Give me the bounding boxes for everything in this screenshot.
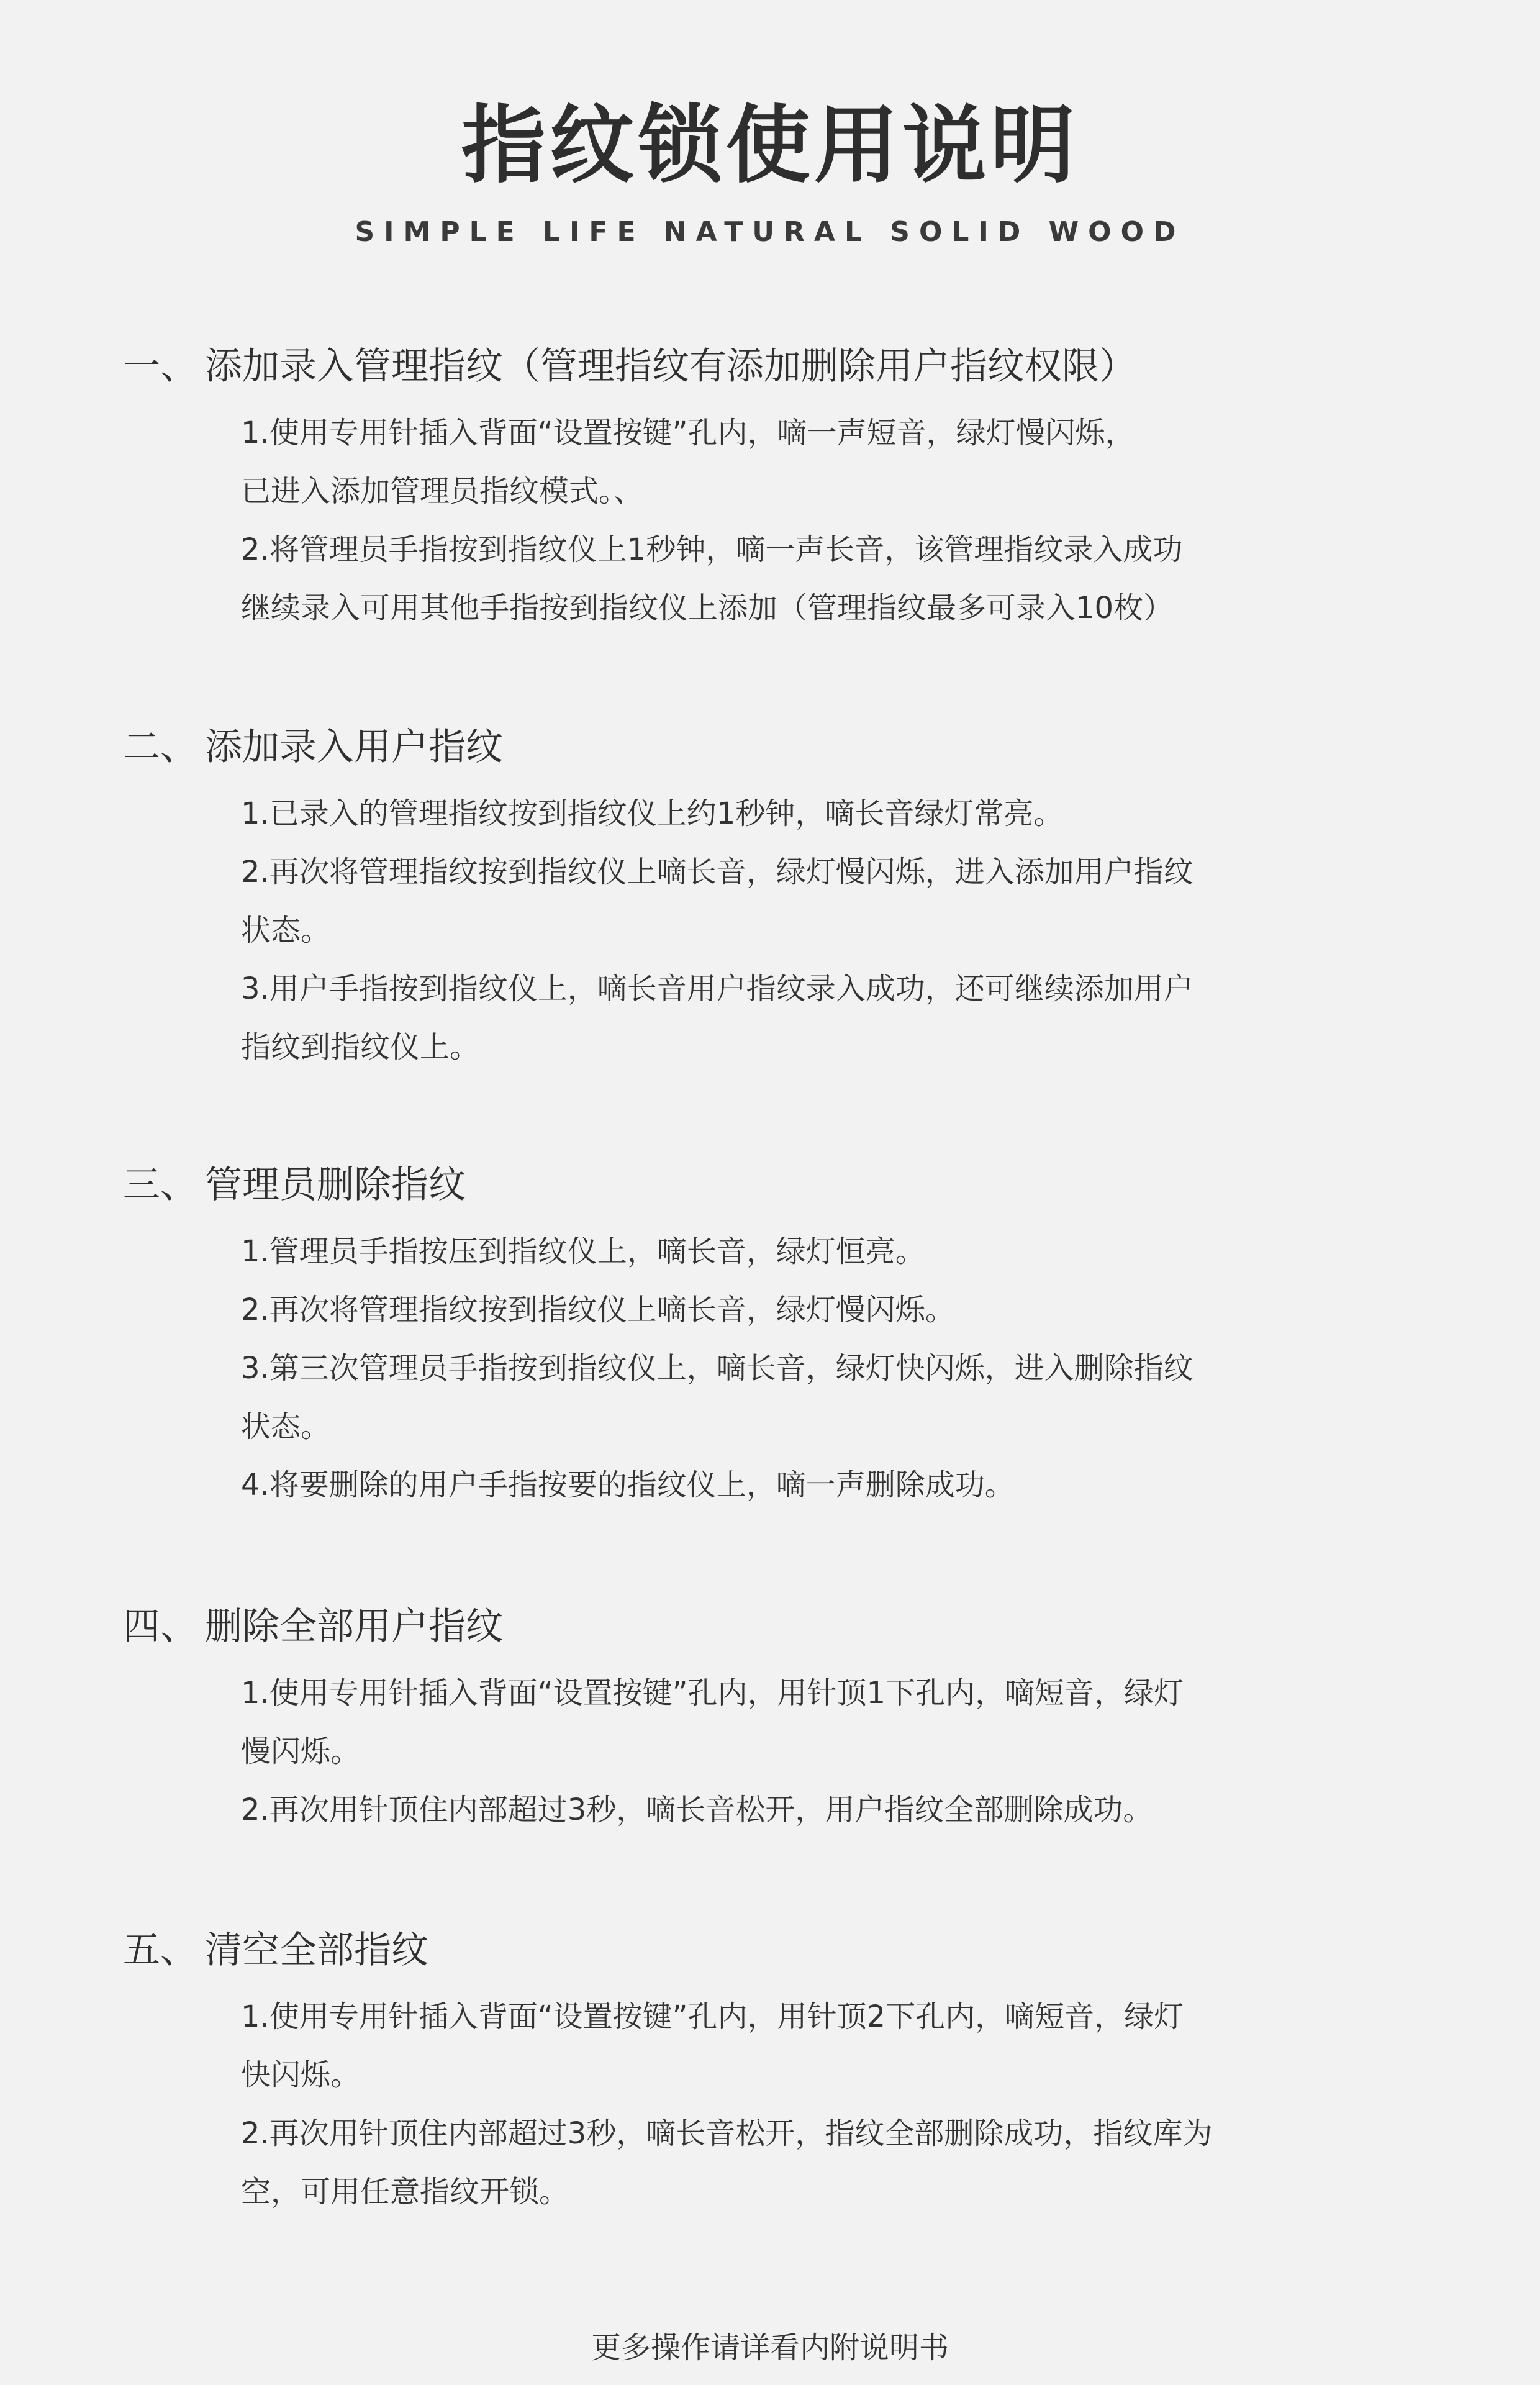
step-line: 已进入添加管理员指纹模式。、 (241, 474, 644, 509)
step-line: 1.使用专用针插入背面“设置按键”孔内，嘀一声短音，绿灯慢闪烁， (241, 416, 1135, 450)
section-number: 二、 (123, 725, 197, 769)
section-title: 删除全部用户指纹 (205, 1605, 503, 1648)
section-title: 添加录入管理指纹（管理指纹有添加删除用户指纹权限） (205, 345, 1136, 388)
section-title: 添加录入用户指纹 (205, 725, 503, 769)
page-title: 指纹锁使用说明 (461, 97, 1079, 195)
step-line: 1.管理员手指按压到指纹仪上，嘀长音，绿灯恒亮。 (241, 1234, 925, 1269)
section-number: 四、 (123, 1605, 197, 1648)
section-heading (123, 1925, 1421, 1975)
section-heading (123, 722, 1421, 772)
section-title: 清空全部指纹 (205, 1928, 428, 1972)
step-line: 1.已录入的管理指纹按到指纹仪上约1秒钟，嘀长音绿灯常亮。 (241, 796, 1064, 831)
step-line: 1.使用专用针插入背面“设置按键”孔内，用针顶2下孔内，嘀短音，绿灯 (241, 1999, 1184, 2034)
section-number: 三、 (123, 1163, 197, 1207)
section-heading (123, 342, 1421, 391)
section-admin-delete-fingerprint (123, 1160, 1421, 1514)
step-line: 继续录入可用其他手指按到指纹仪上添加（管理指纹最多可录入10枚） (241, 591, 1174, 625)
step-line: 空，可用任意指纹开锁。 (241, 2174, 569, 2209)
section-heading (123, 1602, 1421, 1651)
section-title: 管理员删除指纹 (205, 1163, 466, 1207)
step-line: 4.将要删除的用户手指按要的指纹仪上，嘀一声删除成功。 (241, 1468, 1015, 1502)
section-add-admin-fingerprint (123, 342, 1421, 637)
step-line: 3.第三次管理员手指按到指纹仪上，嘀长音，绿灯快闪烁，进入删除指纹 (241, 1351, 1194, 1386)
step-line: 2.将管理员手指按到指纹仪上1秒钟，嘀一声长音，该管理指纹录入成功 (241, 532, 1183, 567)
page-subtitle: SIMPLE LIFE NATURAL SOLID WOOD (355, 216, 1185, 248)
step-line: 状态。 (241, 1409, 331, 1444)
step-line: 状态。 (241, 913, 331, 948)
section-number: 一、 (123, 345, 197, 388)
footer-note: 更多操作请详看内附说明书 (591, 2330, 949, 2365)
step-line: 快闪烁。 (241, 2058, 361, 2092)
section-add-user-fingerprint (123, 722, 1421, 1076)
step-line: 2.再次用针顶住内部超过3秒，嘀长音松开，用户指纹全部删除成功。 (241, 1792, 1153, 1827)
step-line: 1.使用专用针插入背面“设置按键”孔内，用针顶1下孔内，嘀短音，绿灯 (241, 1676, 1184, 1710)
step-line: 指纹到指纹仪上。 (241, 1030, 480, 1065)
step-line: 3.用户手指按到指纹仪上，嘀长音用户指纹录入成功，还可继续添加用户 (241, 971, 1194, 1006)
section-delete-all-user-fingerprints (123, 1602, 1421, 1839)
step-line: 2.再次将管理指纹按到指纹仪上嘀长音，绿灯慢闪烁。 (241, 1292, 955, 1327)
step-line: 2.再次将管理指纹按到指纹仪上嘀长音，绿灯慢闪烁，进入添加用户指纹 (241, 855, 1194, 889)
section-heading (123, 1160, 1421, 1210)
section-clear-all-fingerprints (123, 1925, 1421, 2221)
step-line: 慢闪烁。 (241, 1734, 361, 1769)
step-line: 2.再次用针顶住内部超过3秒，嘀长音松开，指纹全部删除成功，指纹库为 (241, 2116, 1213, 2151)
section-number: 五、 (123, 1928, 197, 1972)
